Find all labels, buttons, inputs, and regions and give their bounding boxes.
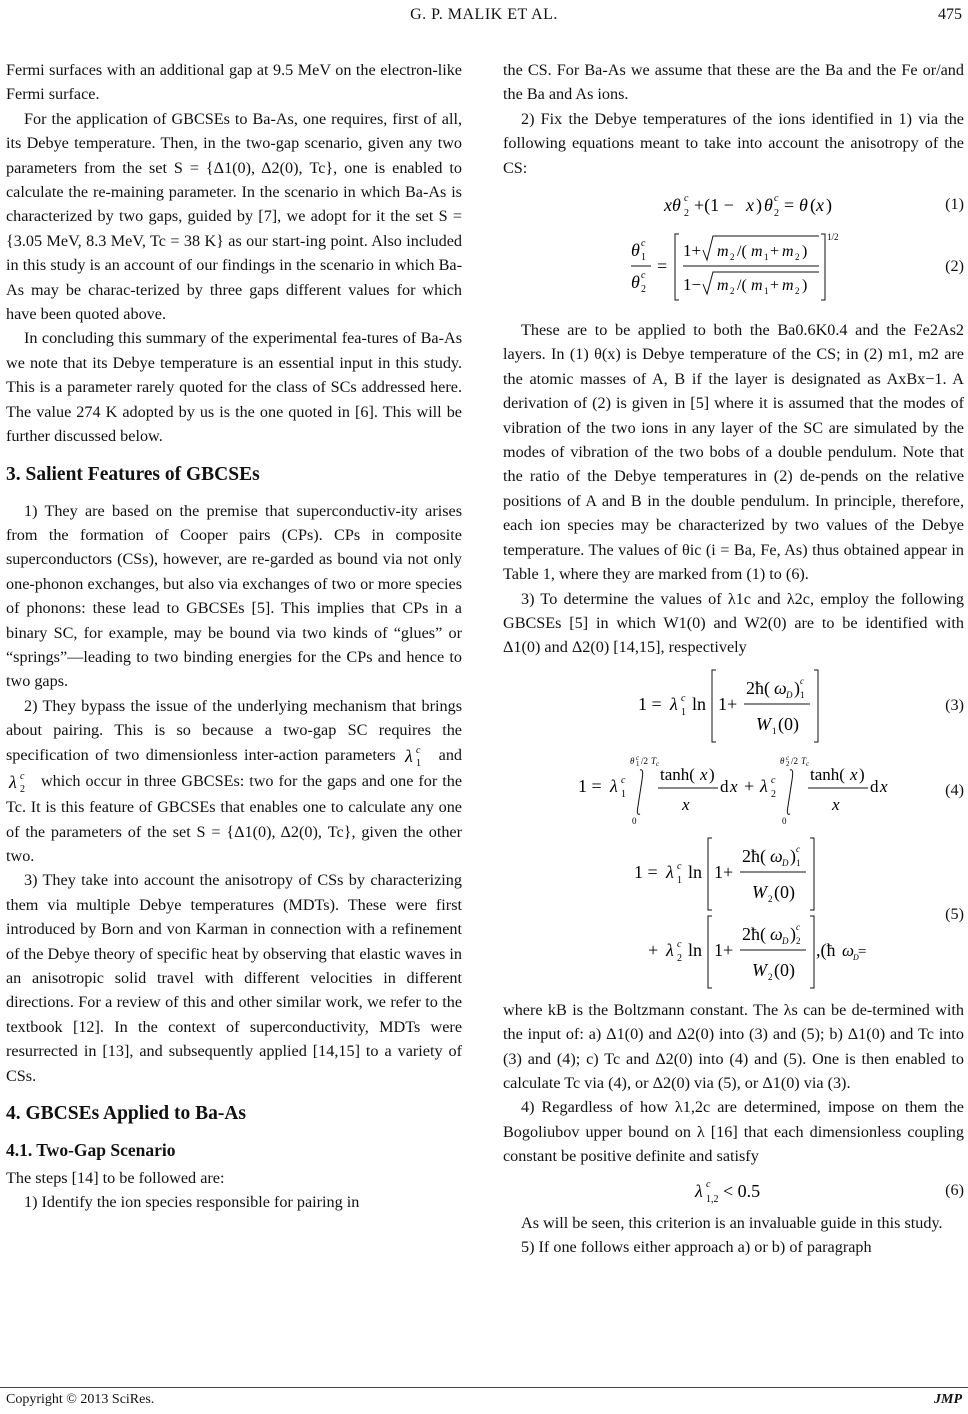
svg-text:): ) — [708, 764, 715, 784]
svg-text:tanh(: tanh( — [809, 764, 845, 784]
svg-text:): ) — [789, 923, 796, 944]
svg-text:1: 1 — [640, 252, 646, 264]
svg-text:1 =: 1 = — [577, 775, 602, 796]
svg-text:1 =: 1 = — [633, 861, 658, 882]
paragraph: 3) To determine the values of λ1c and λ2c, employ the following GBCSEs [5] in which W1(0) and W2(0) are to be identified with Δ1(0) and Δ2(0) [14,15], respectively — [503, 589, 964, 657]
equation-5 — [503, 834, 964, 994]
svg-text:D: D — [781, 857, 788, 868]
svg-text:m: m — [781, 243, 794, 261]
svg-text:1: 1 — [635, 759, 639, 768]
svg-text:2: 2 — [640, 284, 646, 296]
svg-text:m: m — [716, 243, 729, 261]
svg-text:θ: θ — [630, 272, 640, 293]
svg-text:D: D — [785, 689, 792, 700]
equation-4-formula — [574, 750, 894, 830]
svg-text:c: c — [770, 774, 775, 786]
svg-text:1: 1 — [763, 252, 768, 263]
svg-text:λ: λ — [665, 939, 674, 960]
page-header — [0, 0, 968, 30]
svg-text:+(1 −: +(1 − — [693, 195, 734, 216]
svg-text:c: c — [705, 1178, 710, 1190]
equation-1 — [503, 184, 964, 224]
journal-name: JMP — [934, 1392, 962, 1407]
paragraph: The steps [14] to be followed are: — [6, 1169, 225, 1187]
svg-text:x: x — [849, 764, 858, 784]
svg-text:1: 1 — [799, 689, 804, 700]
right-column — [503, 58, 964, 1259]
svg-text:c: c — [640, 238, 645, 250]
svg-text:W: W — [751, 959, 767, 980]
svg-text:x: x — [815, 195, 824, 216]
svg-text:): ) — [755, 195, 762, 216]
svg-text:λ: λ — [665, 861, 674, 882]
svg-text:T: T — [800, 755, 806, 766]
svg-text:+: + — [769, 277, 779, 295]
left-column — [6, 58, 462, 1215]
svg-text:=: = — [783, 195, 794, 216]
svg-text:x: x — [831, 794, 840, 814]
svg-text:1: 1 — [620, 788, 626, 800]
svg-text:(0): (0) — [777, 713, 799, 734]
svg-text:< 0.5: < 0.5 — [722, 1180, 760, 1201]
svg-text:ln: ln — [691, 693, 706, 714]
svg-text:c: c — [773, 193, 778, 205]
equation-2 — [503, 228, 964, 304]
svg-text:): ) — [858, 764, 865, 784]
svg-text:): ) — [825, 195, 832, 216]
svg-text:ln: ln — [687, 939, 702, 960]
paragraph: 2) Fix the Debye temperatures of the ions identified in 1) via the following equations meant to take into account the anisotropy of the CS: — [503, 109, 964, 177]
svg-text:c: c — [676, 860, 681, 872]
svg-text:c: c — [416, 744, 421, 756]
equation-4 — [503, 750, 964, 830]
svg-text:2: 2 — [785, 759, 789, 768]
equation-number: (2) — [945, 256, 964, 275]
svg-text:=: = — [857, 943, 866, 960]
svg-text:): ) — [789, 845, 796, 866]
svg-text:1: 1 — [771, 725, 776, 736]
svg-text:x: x — [745, 195, 754, 216]
svg-text:xθ: xθ — [663, 195, 681, 216]
svg-text:c: c — [620, 774, 625, 786]
svg-text:ω: ω — [769, 845, 783, 866]
equation-2-formula — [629, 228, 839, 304]
paragraph: As will be seen, this criterion is an invaluable guide in this study. — [521, 1213, 943, 1232]
svg-text:2: 2 — [773, 208, 779, 220]
svg-text:m: m — [781, 277, 794, 295]
running-title: G. P. MALIK ET AL. — [410, 6, 558, 23]
svg-text:D: D — [852, 952, 859, 962]
svg-text:x: x — [699, 764, 708, 784]
svg-text:θ: θ — [798, 195, 808, 216]
svg-text:λ: λ — [669, 693, 678, 714]
svg-text:x: x — [879, 776, 888, 796]
svg-text:2ħ(: 2ħ( — [745, 677, 770, 698]
paragraph-text: 2) They bypass the issue of the underlying mechanism that brings about pairing. This is so because a two-gap SC requires the specification of two dimensionless inter-action parameters — [6, 696, 462, 764]
page-footer — [0, 1387, 968, 1414]
svg-text:c: c — [680, 692, 685, 704]
paragraph: Fermi surfaces with an additional gap at 9.5 MeV on the electron-like Fermi surface. — [6, 61, 462, 104]
svg-text:): ) — [801, 277, 807, 295]
svg-text:θ: θ — [763, 195, 773, 216]
svg-text:λ: λ — [609, 775, 618, 796]
svg-text:1 =: 1 = — [637, 693, 662, 714]
svg-text:c: c — [785, 753, 789, 762]
equation-3 — [503, 664, 964, 746]
equation-number: (1) — [945, 194, 964, 213]
svg-text:2: 2 — [770, 788, 776, 800]
svg-text:x: x — [681, 794, 690, 814]
svg-text:1+: 1+ — [682, 241, 701, 261]
svg-text:c: c — [795, 921, 800, 932]
subsection-heading: 4.1. Two-Gap Scenario — [6, 1140, 176, 1160]
svg-text:0: 0 — [781, 815, 786, 826]
svg-text:1,2: 1,2 — [705, 1193, 718, 1205]
svg-text:2: 2 — [767, 971, 772, 982]
svg-text:m: m — [750, 243, 763, 261]
svg-text:c: c — [683, 193, 688, 205]
svg-text:c: c — [795, 843, 800, 854]
paragraph: 1) Identify the ion species responsible for pairing in — [24, 1193, 360, 1212]
svg-text:+: + — [647, 939, 658, 960]
svg-text:λ: λ — [9, 772, 17, 793]
paragraph: 3) They take into account the anisotropy of CSs by characterizing them via multiple Debye temperatures (MDTs). These were first introduced by Born and von Karman in connection with a refinement of the Debye theory of specific heat by observing that elastic waves in an anisotropic solid travel with different velocities in different directions. For a review of this and other similar work, we refer to the textbook [12]. In the context of superconductivity, MDTs were resurrected in [13], and subsequently applied [14,15] to a variety of CSs. — [6, 871, 462, 1085]
svg-text:2: 2 — [683, 208, 689, 220]
paragraph: For the application of GBCSEs to Ba-As, one requires, first of all, its Debye temperature. Then, in the two-gap scenario, given any two parameters from the set S = {Δ1(0), Δ2(0), Tc}, one is enabled to calculate the re-maining parameter. In the scenario in which Ba-As is characterized by two gaps, guided by [7], we adopt for it the set S = {3.05 MeV, 8.3 MeV, Tc = 38 K} as our start-ing point. Also included in this study is an account of our findings in the scenario in which Ba-As may be charac-terized by three gaps different values for which have been quoted above. — [6, 109, 462, 324]
svg-text:/2: /2 — [640, 755, 648, 766]
svg-text:+: + — [769, 243, 779, 261]
svg-text:1: 1 — [763, 286, 768, 297]
page-number: 475 — [938, 6, 962, 23]
equation-6 — [503, 1173, 964, 1207]
svg-text:c: c — [676, 938, 681, 950]
svg-text:/(: /( — [736, 277, 747, 295]
svg-text:): ) — [801, 243, 807, 261]
svg-text:m: m — [750, 277, 763, 295]
svg-text:2: 2 — [795, 935, 800, 946]
svg-text:d: d — [719, 776, 728, 796]
svg-text:/2: /2 — [790, 755, 798, 766]
svg-text:2ħ(: 2ħ( — [741, 845, 766, 866]
lambda1c-symbol — [402, 743, 432, 769]
svg-text:1: 1 — [416, 757, 422, 769]
svg-text:λ: λ — [759, 775, 768, 796]
svg-text:1−: 1− — [682, 275, 701, 295]
svg-text:2: 2 — [676, 952, 682, 964]
equation-number: (5) — [945, 904, 964, 923]
svg-text:W: W — [755, 713, 771, 734]
svg-text:1+: 1+ — [713, 861, 733, 882]
svg-text:): ) — [793, 677, 800, 698]
svg-text:1: 1 — [680, 706, 686, 718]
paragraph: 5) If one follows either approach a) or b) of paragraph — [521, 1237, 872, 1256]
svg-text:,(ħ: ,(ħ — [815, 939, 835, 960]
svg-text:tanh(: tanh( — [659, 764, 695, 784]
svg-text:T: T — [650, 755, 656, 766]
equation-number: (4) — [945, 780, 964, 799]
svg-text:2: 2 — [729, 286, 734, 297]
svg-text:0: 0 — [631, 815, 636, 826]
svg-text:2: 2 — [20, 784, 25, 796]
svg-text:m: m — [716, 277, 729, 295]
paragraph-text: which occur in three GBCSEs: two for the gaps and one for the Tc. It is this feature of GBCSEs that enables one to calculate any one of the parameters of the set S = {Δ1(0), Δ2(0), Tc}, given the other two. — [6, 771, 463, 865]
svg-text:θ: θ — [629, 755, 634, 766]
svg-text:(0): (0) — [773, 959, 795, 980]
equation-6-formula — [689, 1173, 779, 1207]
svg-text:d: d — [869, 776, 878, 796]
svg-text:x: x — [729, 776, 738, 796]
paragraph: These are to be applied to both the Ba0.6K0.4 and the Fe2As2 layers. In (1) θ(x) is Debye temperature of the CS; in (2) m1, m2 are the atomic masses of A, B if the layer is designated as AxBx−1. A derivation of (2) is given in [5] where it is assumed that the modes of vibration of the two ions in any layer of the SC are simulated by the modes of vibration of the two bobs of a double pendulum. Note that the ratio of the Debye temperatures in (2) de-pends on the relative positions of A and B in the double pendulum. In principle, therefore, each ion species may be characterized by two values of the Debye temperature. The values of θic (i = Ba, Fe, As) thus obtained appear in Table 1, where they are marked from (1) to (6). — [503, 321, 964, 584]
equation-number: (3) — [945, 695, 964, 714]
svg-text:c: c — [640, 270, 645, 282]
svg-text:c: c — [655, 759, 659, 768]
copyright-text: Copyright © 2013 SciRes. — [6, 1392, 155, 1407]
svg-text:2: 2 — [794, 286, 799, 297]
svg-text:/(: /( — [736, 243, 747, 261]
svg-text:2: 2 — [767, 893, 772, 904]
svg-text:2: 2 — [729, 252, 734, 263]
svg-text:c: c — [20, 771, 25, 783]
equation-1-formula — [634, 184, 834, 224]
svg-text:ω: ω — [769, 923, 783, 944]
svg-text:1: 1 — [676, 874, 682, 886]
equation-number: (6) — [945, 1180, 964, 1199]
svg-text:ln: ln — [687, 861, 702, 882]
paragraph: In concluding this summary of the experimental fea-tures of Ba-As we note that its Debye temperature is an essential input in this study. This is a parameter rarely quoted for the class of SCs addressed here. The value 274 K adopted by us is the one quoted in [6]. This will be further discussed below. — [6, 329, 462, 446]
svg-text:ω: ω — [841, 940, 854, 960]
section-heading: 3. Salient Features of GBCSEs — [6, 463, 260, 485]
svg-text:1: 1 — [795, 857, 800, 868]
svg-text:2ħ(: 2ħ( — [741, 923, 766, 944]
lambda2c-symbol — [6, 769, 36, 795]
paragraph — [6, 694, 462, 869]
paragraph: 1) They are based on the premise that superconductiv-ity arises from the formation of Cooper pairs (CPs). CPs in composite superconductors (CSs), however, are re-garded as bound via not only one-phonon exchanges, but also via exchanges of two or more species of phonons: these lead to GBCSEs [5]. This implies that CPs in a binary SC, for example, may be bound via two kinds of “glues” or “springs”—leading to two binding energies for the CPs and hence to two gaps. — [6, 501, 462, 691]
svg-text:D: D — [781, 935, 788, 946]
svg-text:ω: ω — [773, 677, 787, 698]
svg-text:1+: 1+ — [713, 939, 733, 960]
svg-text:θ: θ — [630, 240, 640, 261]
paragraph: 4) Regardless of how λ1,2c are determined, impose on them the Bogoliubov upper bound on λ [16] that each dimensionless coupling constant be positive definite and satisfy — [503, 1098, 964, 1166]
equation-5-formula — [594, 834, 874, 994]
svg-text:c: c — [805, 759, 809, 768]
svg-text:2: 2 — [794, 252, 799, 263]
paragraph: the CS. For Ba-As we assume that these are the Ba and the Fe or/and the Ba and As ions. — [503, 61, 964, 104]
section-heading: 4. GBCSEs Applied to Ba-As — [6, 1103, 247, 1124]
spacer — [503, 308, 964, 318]
svg-text:+: + — [743, 775, 754, 796]
svg-text:W: W — [751, 881, 767, 902]
svg-text:c: c — [635, 753, 639, 762]
svg-text:λ: λ — [694, 1180, 703, 1201]
svg-text:(0): (0) — [773, 881, 795, 902]
paragraph-text: and — [438, 745, 463, 764]
svg-text:(: ( — [809, 195, 816, 216]
svg-text:c: c — [799, 675, 804, 686]
svg-text:θ: θ — [779, 755, 784, 766]
svg-text:=: = — [656, 256, 667, 277]
svg-text:1+: 1+ — [717, 693, 737, 714]
svg-text:1/2: 1/2 — [826, 232, 839, 243]
svg-text:λ: λ — [405, 745, 413, 766]
paragraph: where kB is the Boltzmann constant. The λs can be de-termined with the input of: a) Δ1(0) and Δ2(0) into (3) and (5); b) Δ1(0) and Tc into (3) and (4); c) Tc and Δ2(0) into (4) and (5). One is then enabled to calculate Tc via (4), or Δ2(0) via (5), or Δ1(0) via (3). — [503, 1000, 964, 1092]
equation-3-formula — [634, 664, 834, 746]
